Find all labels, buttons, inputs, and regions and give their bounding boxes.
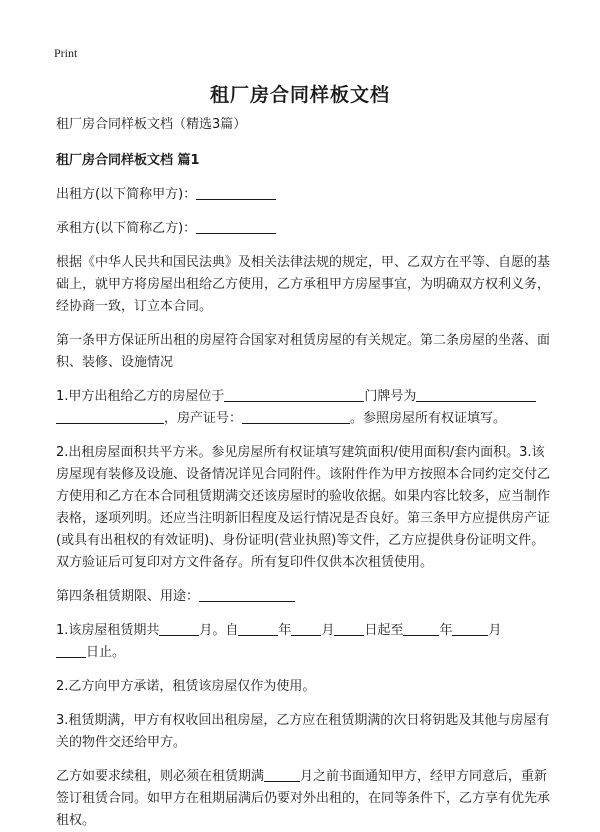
property-cert-blank: [242, 409, 350, 424]
lessor-label: 出租方(以下简称甲方)：: [56, 187, 197, 202]
item1-text-d: 。参照房屋所有权证填写。: [350, 411, 507, 426]
print-link[interactable]: Print: [54, 46, 78, 60]
term-text-h: 日止。: [86, 645, 126, 660]
lessor-line: [56, 184, 550, 206]
house-number-blank-2: [56, 409, 164, 424]
term-text-g: 月: [488, 623, 502, 638]
location-blank: [224, 387, 364, 402]
lessee-line: [56, 218, 550, 240]
term-text-f: 年: [439, 623, 453, 638]
term-paragraph: [56, 620, 550, 664]
end-day-blank: [56, 643, 86, 658]
item1-paragraph: [56, 386, 550, 430]
term-text-b: 月。自: [199, 623, 239, 638]
start-month-blank: [291, 621, 321, 636]
renewal-months-blank: [264, 767, 300, 782]
article1-paragraph: 第一条甲方保证所出租的房屋符合国家对租赁房屋的有关规定。第二条房屋的坐落、面积、装修、设施情况: [56, 333, 551, 370]
article4-label: 第四条租赁期限、用途：: [56, 589, 200, 604]
term-text-d: 月: [321, 623, 335, 638]
term-months-blank: [159, 621, 199, 636]
article4-line: [56, 586, 550, 608]
item1-text-a: 1.甲方出租给乙方的房屋位于: [56, 389, 225, 404]
purpose-blank: [199, 587, 295, 602]
item2-3-paragraph: 2.出租房屋面积共平方米。参见房屋所有权证填写建筑面积/使用面积/套内面积。3.该房屋现有装修及设施、设备情况详见合同附件。该附件作为甲方按照本合同约定交付乙方使用和乙方在本合同租赁期满交还该房屋时的验收依据。如果内容比较多，应当制作表格，逐项列明。还应当注明新旧程度及运行情况是否良好。第三条甲方应提供房产证(或具有出租权的有效证明)、身份证明(营业执照)等文件，乙方应提供身份证明文件。双方验证后可复印对方文件备存。所有复印件仅供本次租赁使用。: [56, 445, 551, 570]
term-text-c: 年: [278, 623, 292, 638]
lessee-blank: [196, 219, 276, 234]
lessee-label: 承租方(以下简称乙方)：: [56, 221, 197, 236]
term-text-e: 日起至: [364, 623, 404, 638]
end-month-blank: [452, 621, 488, 636]
end-year-blank: [403, 621, 439, 636]
renewal-paragraph: [56, 766, 550, 832]
item1-text-b: 门牌号为: [364, 389, 417, 404]
start-day-blank: [334, 621, 364, 636]
preamble-paragraph: 根据《中华人民共和国民法典》及相关法律法规的规定，甲、乙双方在平等、自愿的基础上，就甲方将房屋出租给乙方使用，乙方承租甲方房屋事宜，为明确双方权利义务，经协商一致，订立本合同。: [56, 255, 551, 314]
document-body: [56, 114, 550, 832]
renewal-text-a: 乙方如要求续租，则必须在租赁期满: [56, 769, 265, 784]
term3-paragraph: 3.租赁期满，甲方有权收回出租房屋，乙方应在租赁期满的次日将钥匙及其他与房屋有关的物件交还给甲方。: [56, 713, 550, 750]
document-subtitle: 租厂房合同样板文档（精选3篇）: [56, 117, 247, 132]
item1-text-c: ，房产证号：: [164, 411, 243, 426]
term2-paragraph: 2.乙方向甲方承诺，租赁该房屋仅作为使用。: [56, 679, 316, 694]
start-year-blank: [238, 621, 278, 636]
lessor-blank: [196, 185, 276, 200]
term-text-a: 1.该房屋租赁期共: [56, 623, 160, 638]
section-heading: 租厂房合同样板文档 篇1: [56, 153, 200, 168]
document-title: 租厂房合同样板文档: [209, 84, 390, 106]
house-number-blank: [416, 387, 536, 402]
renewal-text-b: 月之前书面通知甲方，经甲方同意后，重新签订租赁合同。如甲方在租期届满后仍要对外出租的，在同等条件下，乙方享有优先承租权。: [56, 769, 551, 828]
